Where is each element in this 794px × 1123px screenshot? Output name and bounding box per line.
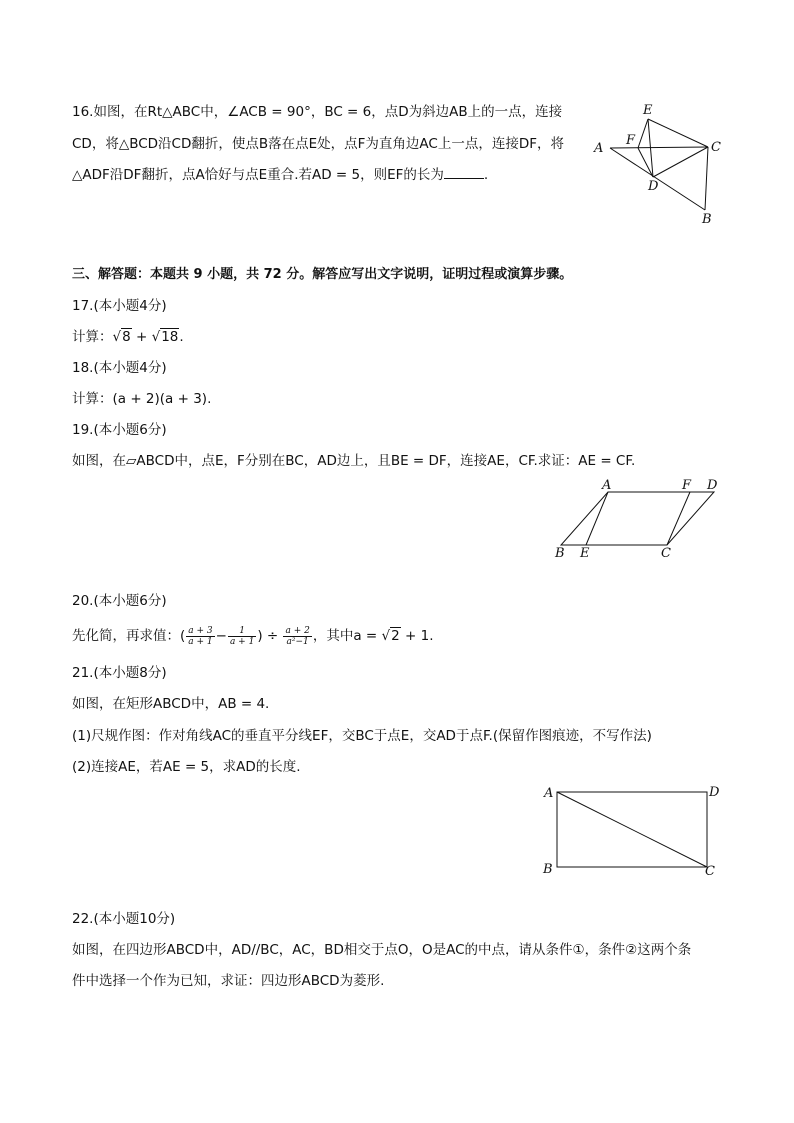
segment-cf [667,492,690,545]
q19-figure [550,475,730,565]
q16-line3 [72,166,488,184]
q20-where: ，其中a = [312,628,382,644]
q21-body: 如图，在矩形ABCD中，AB = 4. [72,696,270,712]
fraction-3: $\frac{a + 2}{\text{a²−1}}$ [285,625,310,647]
segment-fe [638,119,648,148]
label-f: F [682,478,692,493]
label-b: B [555,546,565,561]
q20-divide: ) ÷ [257,628,283,644]
q17-plus: + [131,329,152,345]
q20-minus: − [215,628,227,644]
q20-end: + 1. [400,628,434,644]
segment-ec [648,119,708,147]
q17-end: . [179,329,184,345]
q18-body: 计算：(a + 2)(a + 3). [72,391,212,407]
label-a: A [602,478,612,493]
q21-header: 21.(本小题8分) [72,665,167,681]
label-d: D [707,478,718,493]
q20-root: 2 [391,628,400,644]
q19-body: 如图，在▱ABCD中，点E，F分别在BC，AD边上，且BE = DF，连接AE，CF.求证：AE = CF. [72,453,636,469]
q16-line1: 16.如图，在Rt△ABC中，∠ACB = 90°，BC = 6，点D为斜边AB上的一点，连接 [72,104,563,120]
q22-line2: 件中选择一个作为已知，求证：四边形ABCD为菱形. [72,973,385,989]
label-c: C [711,140,721,155]
q22-header: 22.(本小题10分) [72,911,176,927]
label-b: B [543,862,553,877]
segment-ae [586,492,608,545]
label-e: E [643,103,653,118]
fraction-1: $\frac{a + 3}{a + 1}$ [188,625,213,647]
q22-line1: 如图，在四边形ABCD中，AD//BC，AC，BD相交于点O，O是AC的中点，请从条件①，条件②这两个条 [72,942,692,958]
q20-label: 先化简，再求值：( [72,628,186,644]
q16-line2: CD，将△BCD沿CD翻折，使点B落在点E处，点F为直角边AC上一点，连接DF，将 [72,136,565,152]
q20-body: 先化简，再求值：( $\frac{a + 3}{a + 1}$ − $\frac{1}{a + 1}$ ) ÷ $\frac{a + 2}{\text{a²−1}}$ ，其中a = √2 + 1. [72,625,434,647]
q16-line3-end: . [483,167,489,183]
q19-header: 19.(本小题6分) [72,422,167,438]
q17-radicand-2: 18 [161,329,179,345]
parallelogram-abcd [561,492,714,545]
fraction-2: $\frac{1}{a + 1}$ [229,625,255,647]
label-f: F [626,133,636,148]
q17-body: 计算：√8 + √18. [72,329,184,345]
label-d: D [648,179,659,194]
label-a: A [544,786,554,801]
diagonal-ac [557,792,707,867]
q16-figure [590,100,730,230]
q17-radicand-1: 8 [122,329,131,345]
label-c: C [705,864,715,879]
q21-figure [540,782,730,882]
answer-blank [444,166,484,179]
q16-line3-text: △ADF沿DF翻折，点A恰好与点E重合.若AD = 5，则EF的长为 [72,167,444,183]
q21-part2: (2)连接AE，若AE = 5，求AD的长度. [72,759,301,775]
q17-label: 计算： [72,329,113,345]
q18-header: 18.(本小题4分) [72,360,167,376]
section-heading: 三、解答题：本题共 9 小题，共 72 分。解答应写出文字说明，证明过程或演算步骤。 [72,267,573,282]
q17-header: 17.(本小题4分) [72,298,167,314]
label-c: C [661,546,671,561]
label-b: B [702,212,712,227]
label-e: E [580,546,590,561]
label-a: A [594,141,604,156]
segment-cb [705,147,708,210]
q21-part1: (1)尺规作图：作对角线AC的垂直平分线EF，交BC于点E，交AD于点F.(保留作图痕迹，不写作法) [72,728,652,744]
segment-ac [610,147,708,148]
label-d: D [709,785,720,800]
segment-cd [653,147,708,177]
q20-header: 20.(本小题6分) [72,593,167,609]
